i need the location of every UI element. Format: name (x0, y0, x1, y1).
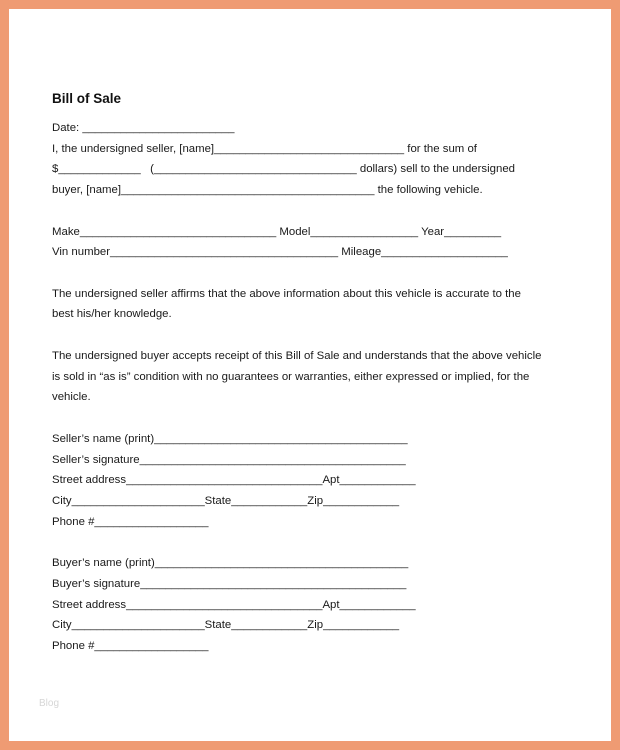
watermark: Blog (39, 698, 60, 709)
seller-affirm-line-1: The undersigned seller affirms that the above information about this vehicle is accurate to the (52, 288, 521, 300)
make-model-year-line: Make_______________________________ Model_________________ Year_________ (52, 226, 502, 238)
buyer-street-line: Street address_______________________________Apt____________ (52, 599, 416, 611)
buyer-signature-line: Buyer’s signature__________________________________________ (52, 578, 407, 590)
document-title: Bill of Sale (52, 91, 122, 106)
buyer-phone-line: Phone #__________________ (52, 640, 209, 652)
seller-intro-line: I, the undersigned seller, [name]______________________________ for the sum of (52, 143, 477, 155)
document-page (9, 9, 611, 741)
seller-street-line: Street address_______________________________Apt____________ (52, 474, 416, 486)
buyer-accept-line-3: vehicle. (52, 391, 91, 403)
buyer-accept-line-2: is sold in “as is” condition with no guarantees or warranties, either expressed or implied, for the (52, 371, 530, 383)
buyer-name-print-line: Buyer’s name (print)________________________________________ (52, 557, 409, 569)
buyer-name-line: buyer, [name]________________________________________ the following vehicle. (52, 184, 483, 196)
buyer-accept-line-1: The undersigned buyer accepts receipt of this Bill of Sale and understands that the above vehicle (52, 350, 542, 362)
seller-signature-line: Seller’s signature__________________________________________ (52, 454, 406, 466)
seller-phone-line: Phone #__________________ (52, 516, 209, 528)
seller-city-line: City_____________________State____________Zip____________ (52, 495, 400, 507)
seller-name-print-line: Seller’s name (print)________________________________________ (52, 433, 408, 445)
date-line: Date: ________________________ (52, 122, 235, 134)
vin-mileage-line: Vin number____________________________________ Mileage____________________ (52, 246, 508, 258)
sum-line: $_____________ (________________________________ dollars) sell to the undersigned (52, 163, 515, 175)
buyer-city-line: City_____________________State____________Zip____________ (52, 619, 400, 631)
seller-affirm-line-2: best his/her knowledge. (52, 308, 172, 320)
